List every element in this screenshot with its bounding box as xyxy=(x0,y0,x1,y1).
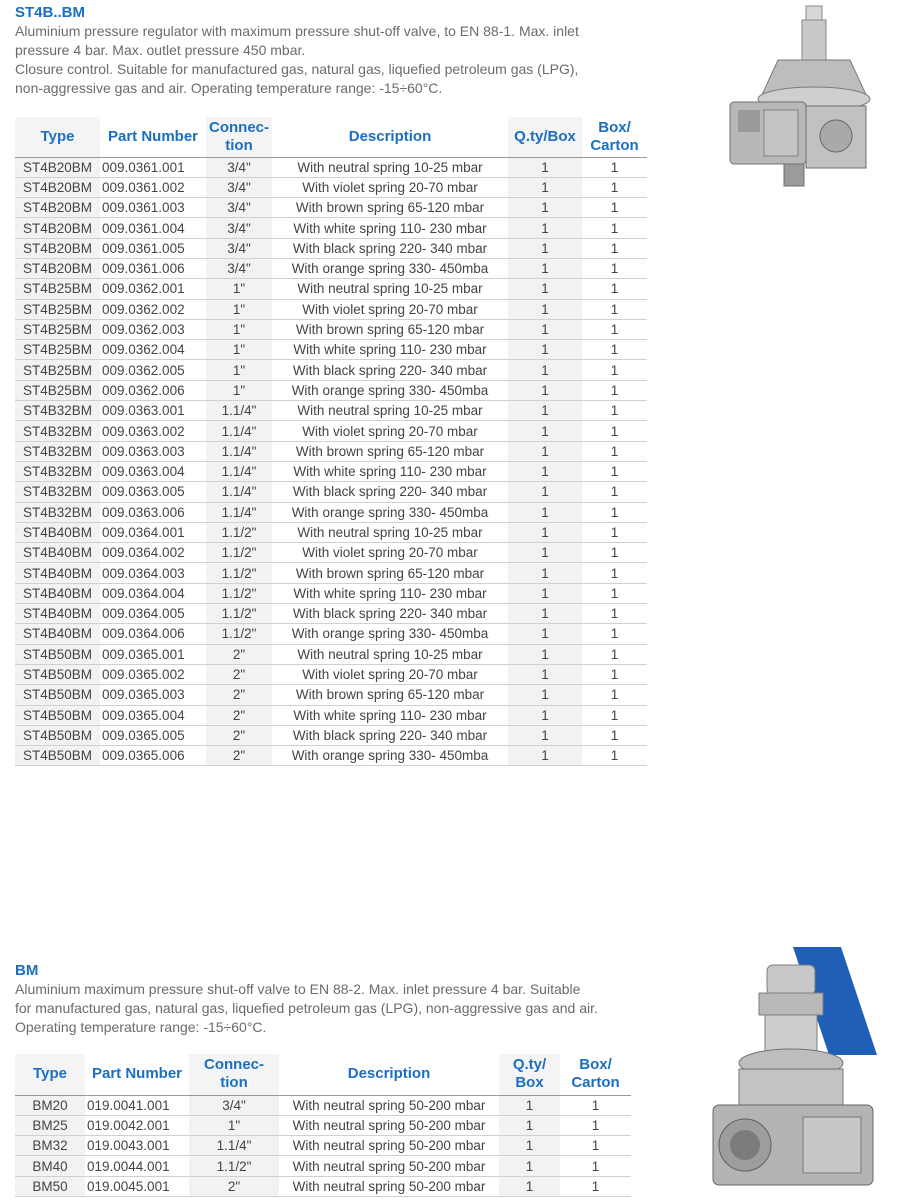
table-body xyxy=(15,1095,631,1196)
header-type: Type xyxy=(15,117,100,157)
cell-box-carton: 1 xyxy=(582,279,647,299)
header-box-carton xyxy=(582,117,647,157)
cell-box-carton: 1 xyxy=(582,543,647,563)
table-row xyxy=(15,1176,631,1196)
cell-type: ST4B40BM xyxy=(15,583,100,603)
cell-qty-box: 1 xyxy=(508,482,582,502)
cell-type: ST4B50BM xyxy=(15,664,100,684)
cell-qty-box: 1 xyxy=(508,644,582,664)
cell-qty-box: 1 xyxy=(508,563,582,583)
cell-qty-box: 1 xyxy=(499,1176,560,1196)
cell-part-number: 009.0365.003 xyxy=(100,685,206,705)
cell-type: ST4B20BM xyxy=(15,177,100,197)
cell-part-number: 009.0362.002 xyxy=(100,299,206,319)
header-connection xyxy=(189,1054,279,1095)
cell-type: ST4B50BM xyxy=(15,725,100,745)
table-row xyxy=(15,299,647,319)
cell-qty-box: 1 xyxy=(508,522,582,542)
cell-qty-box: 1 xyxy=(508,360,582,380)
cell-description: With black spring 220- 340 mbar xyxy=(272,604,508,624)
cell-type: ST4B20BM xyxy=(15,238,100,258)
header-qty-box-line: Box xyxy=(515,1074,544,1092)
table-header-row xyxy=(15,1054,631,1095)
cell-description: With neutral spring 50-200 mbar xyxy=(279,1095,499,1115)
cell-part-number: 009.0361.006 xyxy=(100,258,206,278)
cell-type: ST4B25BM xyxy=(15,340,100,360)
description-line: pressure 4 bar. Max. outlet pressure 450 mbar. xyxy=(15,42,306,58)
cell-part-number: 009.0364.005 xyxy=(100,604,206,624)
cell-description: With brown spring 65-120 mbar xyxy=(272,563,508,583)
cell-description: With white spring 110- 230 mbar xyxy=(272,218,508,238)
table-row xyxy=(15,502,647,522)
cell-part-number: 009.0361.001 xyxy=(100,157,206,177)
cell-part-number: 009.0365.002 xyxy=(100,664,206,684)
cell-part-number: 019.0044.001 xyxy=(85,1156,189,1176)
cell-description: With black spring 220- 340 mbar xyxy=(272,238,508,258)
table-row xyxy=(15,279,647,299)
cell-qty-box: 1 xyxy=(508,461,582,481)
cell-part-number: 019.0043.001 xyxy=(85,1136,189,1156)
cell-type: ST4B32BM xyxy=(15,461,100,481)
cell-part-number: 019.0042.001 xyxy=(85,1115,189,1135)
header-part-number: Part Number xyxy=(100,117,206,157)
cell-description: With orange spring 330- 450mba xyxy=(272,746,508,766)
cell-box-carton: 1 xyxy=(582,198,647,218)
cell-box-carton: 1 xyxy=(582,299,647,319)
cell-connection: 1.1/4" xyxy=(206,441,272,461)
cell-qty-box: 1 xyxy=(508,604,582,624)
header-box-carton-line: Box/ xyxy=(598,118,631,136)
cell-part-number: 009.0364.006 xyxy=(100,624,206,644)
cell-box-carton: 1 xyxy=(582,725,647,745)
table-row xyxy=(15,360,647,380)
cell-qty-box: 1 xyxy=(508,299,582,319)
table-row xyxy=(15,401,647,421)
cell-description: With violet spring 20-70 mbar xyxy=(272,421,508,441)
cell-connection: 1.1/2" xyxy=(206,543,272,563)
cell-connection: 3/4" xyxy=(189,1095,279,1115)
cell-description: With violet spring 20-70 mbar xyxy=(272,543,508,563)
table-body xyxy=(15,157,647,766)
table-row xyxy=(15,705,647,725)
cell-description: With neutral spring 10-25 mbar xyxy=(272,279,508,299)
cell-box-carton: 1 xyxy=(582,218,647,238)
cell-box-carton: 1 xyxy=(582,238,647,258)
cell-connection: 1.1/2" xyxy=(206,604,272,624)
header-description: Description xyxy=(279,1054,499,1095)
cell-description: With orange spring 330- 450mba xyxy=(272,624,508,644)
cell-qty-box: 1 xyxy=(508,319,582,339)
cell-type: ST4B50BM xyxy=(15,705,100,725)
cell-box-carton: 1 xyxy=(560,1156,631,1176)
cell-box-carton: 1 xyxy=(582,746,647,766)
cell-type: ST4B40BM xyxy=(15,624,100,644)
cell-part-number: 019.0045.001 xyxy=(85,1176,189,1196)
cell-part-number: 009.0363.002 xyxy=(100,421,206,441)
cell-description: With black spring 220- 340 mbar xyxy=(272,725,508,745)
description-line: for manufactured gas, natural gas, liquefied petroleum gas (LPG), non-aggressive gas and air. xyxy=(15,1000,598,1016)
section-bm xyxy=(15,962,655,1197)
cell-connection: 3/4" xyxy=(206,177,272,197)
cell-box-carton: 1 xyxy=(582,502,647,522)
shut-off-valve-image xyxy=(705,945,885,1195)
cell-connection: 1.1/2" xyxy=(206,624,272,644)
table-row xyxy=(15,746,647,766)
cell-qty-box: 1 xyxy=(508,583,582,603)
cell-type: BM20 xyxy=(15,1095,85,1115)
header-qty-box-line: Q.ty/ xyxy=(512,1056,547,1074)
cell-type: ST4B25BM xyxy=(15,299,100,319)
header-connection-line: tion xyxy=(225,136,253,154)
table-row xyxy=(15,482,647,502)
cell-connection: 1" xyxy=(206,319,272,339)
cell-qty-box: 1 xyxy=(508,746,582,766)
cell-qty-box: 1 xyxy=(508,157,582,177)
cell-qty-box: 1 xyxy=(499,1095,560,1115)
cell-description: With brown spring 65-120 mbar xyxy=(272,685,508,705)
header-connection xyxy=(206,117,272,157)
cell-part-number: 009.0361.003 xyxy=(100,198,206,218)
cell-qty-box: 1 xyxy=(499,1156,560,1176)
cell-connection: 3/4" xyxy=(206,258,272,278)
cell-part-number: 009.0361.004 xyxy=(100,218,206,238)
cell-box-carton: 1 xyxy=(560,1136,631,1156)
description-line: Closure control. Suitable for manufactured gas, natural gas, liquefied petroleum gas (LPG), xyxy=(15,61,579,77)
cell-box-carton: 1 xyxy=(582,421,647,441)
cell-description: With neutral spring 10-25 mbar xyxy=(272,522,508,542)
section-description xyxy=(15,22,655,98)
cell-description: With neutral spring 50-200 mbar xyxy=(279,1176,499,1196)
cell-connection: 1.1/4" xyxy=(206,461,272,481)
table-row xyxy=(15,725,647,745)
cell-type: ST4B25BM xyxy=(15,380,100,400)
cell-box-carton: 1 xyxy=(560,1176,631,1196)
header-box-carton-line: Box/ xyxy=(579,1056,612,1074)
cell-qty-box: 1 xyxy=(508,279,582,299)
cell-part-number: 009.0363.001 xyxy=(100,401,206,421)
cell-description: With neutral spring 10-25 mbar xyxy=(272,401,508,421)
cell-connection: 1" xyxy=(206,380,272,400)
cell-part-number: 009.0362.006 xyxy=(100,380,206,400)
cell-description: With neutral spring 50-200 mbar xyxy=(279,1136,499,1156)
cell-connection: 1" xyxy=(206,299,272,319)
cell-part-number: 009.0365.006 xyxy=(100,746,206,766)
cell-qty-box: 1 xyxy=(508,258,582,278)
cell-type: ST4B40BM xyxy=(15,604,100,624)
cell-type: ST4B32BM xyxy=(15,502,100,522)
table-row xyxy=(15,522,647,542)
table-row xyxy=(15,177,647,197)
cell-qty-box: 1 xyxy=(508,218,582,238)
cell-connection: 2" xyxy=(206,664,272,684)
cell-box-carton: 1 xyxy=(582,705,647,725)
cell-connection: 1.1/4" xyxy=(206,482,272,502)
header-box-carton xyxy=(560,1054,631,1095)
cell-box-carton: 1 xyxy=(582,644,647,664)
description-line: Aluminium maximum pressure shut-off valve to EN 88-2. Max. inlet pressure 4 bar. Suitable xyxy=(15,981,581,997)
section-st4b-bm xyxy=(15,4,655,766)
cell-connection: 3/4" xyxy=(206,157,272,177)
table-row xyxy=(15,258,647,278)
table-row xyxy=(15,198,647,218)
cell-part-number: 009.0361.002 xyxy=(100,177,206,197)
cell-description: With white spring 110- 230 mbar xyxy=(272,461,508,481)
table-row xyxy=(15,421,647,441)
cell-description: With neutral spring 50-200 mbar xyxy=(279,1115,499,1135)
cell-box-carton: 1 xyxy=(582,340,647,360)
cell-type: ST4B20BM xyxy=(15,218,100,238)
pressure-regulator-image xyxy=(718,4,888,194)
cell-qty-box: 1 xyxy=(508,421,582,441)
cell-part-number: 009.0361.005 xyxy=(100,238,206,258)
cell-connection: 1.1/2" xyxy=(206,583,272,603)
cell-part-number: 009.0364.004 xyxy=(100,583,206,603)
cell-box-carton: 1 xyxy=(582,157,647,177)
description-line: Aluminium pressure regulator with maximum pressure shut-off valve, to EN 88-1. Max. inlet xyxy=(15,23,579,39)
cell-connection: 1" xyxy=(206,340,272,360)
cell-box-carton: 1 xyxy=(582,664,647,684)
cell-connection: 3/4" xyxy=(206,198,272,218)
cell-qty-box: 1 xyxy=(499,1115,560,1135)
cell-type: ST4B32BM xyxy=(15,441,100,461)
cell-part-number: 009.0365.001 xyxy=(100,644,206,664)
cell-qty-box: 1 xyxy=(508,238,582,258)
cell-part-number: 009.0363.005 xyxy=(100,482,206,502)
table-row xyxy=(15,543,647,563)
cell-type: ST4B32BM xyxy=(15,421,100,441)
cell-box-carton: 1 xyxy=(582,563,647,583)
cell-connection: 1" xyxy=(206,360,272,380)
cell-type: ST4B32BM xyxy=(15,482,100,502)
cell-box-carton: 1 xyxy=(582,482,647,502)
cell-type: BM32 xyxy=(15,1136,85,1156)
table-row xyxy=(15,644,647,664)
table-row xyxy=(15,563,647,583)
header-type: Type xyxy=(15,1054,85,1095)
table-row xyxy=(15,340,647,360)
table-row xyxy=(15,441,647,461)
cell-box-carton: 1 xyxy=(582,461,647,481)
table-row xyxy=(15,461,647,481)
cell-box-carton: 1 xyxy=(582,522,647,542)
cell-type: ST4B25BM xyxy=(15,360,100,380)
cell-connection: 2" xyxy=(206,705,272,725)
cell-box-carton: 1 xyxy=(582,401,647,421)
cell-connection: 1.1/2" xyxy=(189,1156,279,1176)
product-table xyxy=(15,117,647,766)
table-row xyxy=(15,604,647,624)
table-row xyxy=(15,380,647,400)
cell-box-carton: 1 xyxy=(582,177,647,197)
table-row xyxy=(15,624,647,644)
cell-description: With orange spring 330- 450mba xyxy=(272,380,508,400)
cell-connection: 1" xyxy=(206,279,272,299)
table-header-row xyxy=(15,117,647,157)
cell-description: With neutral spring 10-25 mbar xyxy=(272,644,508,664)
cell-box-carton: 1 xyxy=(582,319,647,339)
cell-box-carton: 1 xyxy=(582,380,647,400)
cell-connection: 1.1/2" xyxy=(206,563,272,583)
cell-part-number: 009.0362.001 xyxy=(100,279,206,299)
header-qty-box: Q.ty/Box xyxy=(508,117,582,157)
cell-description: With neutral spring 50-200 mbar xyxy=(279,1156,499,1176)
cell-type: ST4B32BM xyxy=(15,401,100,421)
cell-description: With violet spring 20-70 mbar xyxy=(272,177,508,197)
cell-part-number: 009.0365.005 xyxy=(100,725,206,745)
cell-part-number: 009.0363.004 xyxy=(100,461,206,481)
cell-box-carton: 1 xyxy=(582,685,647,705)
cell-qty-box: 1 xyxy=(508,441,582,461)
cell-part-number: 009.0363.003 xyxy=(100,441,206,461)
header-qty-box xyxy=(499,1054,560,1095)
cell-description: With brown spring 65-120 mbar xyxy=(272,319,508,339)
cell-box-carton: 1 xyxy=(560,1095,631,1115)
cell-box-carton: 1 xyxy=(582,258,647,278)
cell-connection: 2" xyxy=(189,1176,279,1196)
cell-qty-box: 1 xyxy=(508,198,582,218)
cell-qty-box: 1 xyxy=(508,685,582,705)
cell-qty-box: 1 xyxy=(508,502,582,522)
cell-connection: 1.1/4" xyxy=(206,401,272,421)
cell-qty-box: 1 xyxy=(508,543,582,563)
cell-box-carton: 1 xyxy=(560,1115,631,1135)
cell-type: ST4B20BM xyxy=(15,157,100,177)
header-part-number: Part Number xyxy=(85,1054,189,1095)
cell-connection: 3/4" xyxy=(206,218,272,238)
cell-qty-box: 1 xyxy=(508,177,582,197)
cell-description: With white spring 110- 230 mbar xyxy=(272,705,508,725)
header-description: Description xyxy=(272,117,508,157)
cell-connection: 2" xyxy=(206,685,272,705)
cell-qty-box: 1 xyxy=(508,664,582,684)
section-description xyxy=(15,980,655,1037)
cell-connection: 1.1/4" xyxy=(206,421,272,441)
cell-part-number: 009.0365.004 xyxy=(100,705,206,725)
table-row xyxy=(15,1115,631,1135)
description-line: Operating temperature range: -15÷60°C. xyxy=(15,1019,267,1035)
product-table xyxy=(15,1054,631,1197)
table-row xyxy=(15,1136,631,1156)
cell-type: ST4B20BM xyxy=(15,258,100,278)
cell-type: ST4B20BM xyxy=(15,198,100,218)
cell-description: With white spring 110- 230 mbar xyxy=(272,340,508,360)
cell-connection: 1.1/4" xyxy=(189,1136,279,1156)
header-connection-line: Connec- xyxy=(209,118,269,136)
section-title: BM xyxy=(15,962,39,979)
table-row xyxy=(15,1156,631,1176)
cell-description: With violet spring 20-70 mbar xyxy=(272,664,508,684)
cell-connection: 2" xyxy=(206,746,272,766)
cell-description: With black spring 220- 340 mbar xyxy=(272,360,508,380)
cell-box-carton: 1 xyxy=(582,604,647,624)
cell-type: ST4B40BM xyxy=(15,543,100,563)
table-row xyxy=(15,238,647,258)
table-row xyxy=(15,319,647,339)
cell-qty-box: 1 xyxy=(508,705,582,725)
cell-connection: 1.1/2" xyxy=(206,522,272,542)
cell-qty-box: 1 xyxy=(508,401,582,421)
cell-type: ST4B50BM xyxy=(15,746,100,766)
header-connection-line: Connec- xyxy=(204,1056,264,1074)
cell-box-carton: 1 xyxy=(582,441,647,461)
table-row xyxy=(15,685,647,705)
cell-type: ST4B50BM xyxy=(15,644,100,664)
cell-type: ST4B25BM xyxy=(15,279,100,299)
cell-connection: 3/4" xyxy=(206,238,272,258)
cell-type: ST4B40BM xyxy=(15,522,100,542)
cell-part-number: 009.0364.001 xyxy=(100,522,206,542)
cell-type: ST4B40BM xyxy=(15,563,100,583)
cell-description: With brown spring 65-120 mbar xyxy=(272,198,508,218)
description-line: non-aggressive gas and air. Operating temperature range: -15÷60°C. xyxy=(15,80,443,96)
cell-qty-box: 1 xyxy=(508,380,582,400)
cell-part-number: 009.0364.002 xyxy=(100,543,206,563)
cell-type: BM50 xyxy=(15,1176,85,1196)
cell-description: With orange spring 330- 450mba xyxy=(272,258,508,278)
cell-part-number: 009.0362.003 xyxy=(100,319,206,339)
table-row xyxy=(15,664,647,684)
cell-description: With violet spring 20-70 mbar xyxy=(272,299,508,319)
cell-connection: 2" xyxy=(206,644,272,664)
header-box-carton-line: Carton xyxy=(590,136,639,154)
cell-part-number: 009.0362.004 xyxy=(100,340,206,360)
cell-box-carton: 1 xyxy=(582,360,647,380)
cell-connection: 1" xyxy=(189,1115,279,1135)
cell-type: ST4B50BM xyxy=(15,685,100,705)
header-connection-line: tion xyxy=(220,1074,248,1092)
cell-description: With neutral spring 10-25 mbar xyxy=(272,157,508,177)
cell-part-number: 009.0363.006 xyxy=(100,502,206,522)
cell-connection: 2" xyxy=(206,725,272,745)
table-row xyxy=(15,583,647,603)
section-title: ST4B..BM xyxy=(15,4,86,21)
cell-qty-box: 1 xyxy=(508,624,582,644)
cell-connection: 1.1/4" xyxy=(206,502,272,522)
cell-type: BM40 xyxy=(15,1156,85,1176)
table-row xyxy=(15,157,647,177)
cell-description: With orange spring 330- 450mba xyxy=(272,502,508,522)
cell-description: With brown spring 65-120 mbar xyxy=(272,441,508,461)
cell-qty-box: 1 xyxy=(499,1136,560,1156)
cell-part-number: 009.0364.003 xyxy=(100,563,206,583)
cell-type: BM25 xyxy=(15,1115,85,1135)
header-box-carton-line: Carton xyxy=(571,1074,620,1092)
cell-qty-box: 1 xyxy=(508,340,582,360)
cell-qty-box: 1 xyxy=(508,725,582,745)
cell-box-carton: 1 xyxy=(582,624,647,644)
cell-part-number: 019.0041.001 xyxy=(85,1095,189,1115)
cell-type: ST4B25BM xyxy=(15,319,100,339)
cell-description: With white spring 110- 230 mbar xyxy=(272,583,508,603)
cell-description: With black spring 220- 340 mbar xyxy=(272,482,508,502)
table-row xyxy=(15,1095,631,1115)
cell-box-carton: 1 xyxy=(582,583,647,603)
table-row xyxy=(15,218,647,238)
cell-part-number: 009.0362.005 xyxy=(100,360,206,380)
